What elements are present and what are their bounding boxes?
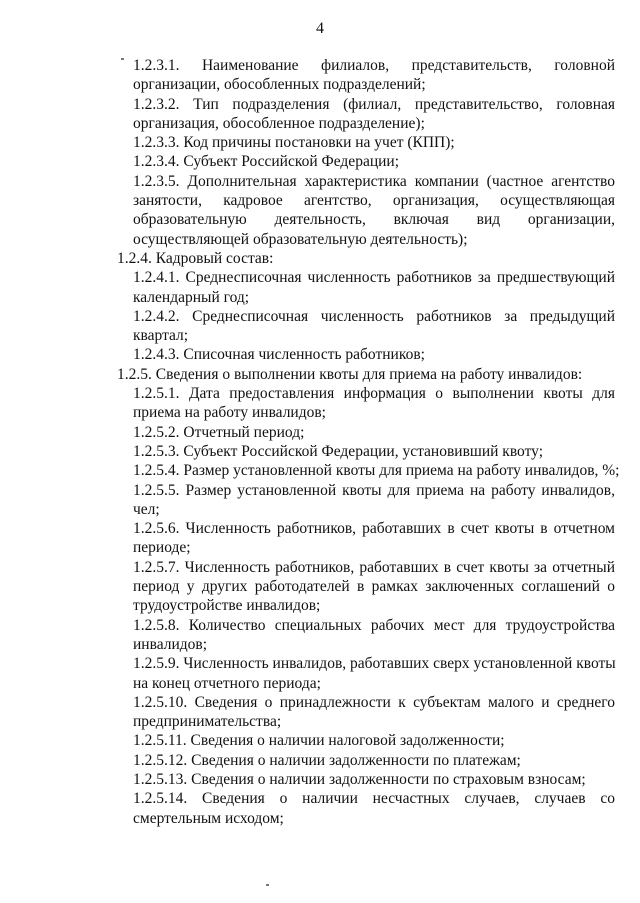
item-line: квартал; bbox=[133, 327, 189, 345]
item-line: 1.2.4.3. Списочная численность работников; bbox=[133, 346, 425, 364]
section-line: 1.2.5. Сведения о выполнении квоты для приема на работу инвалидов: bbox=[117, 365, 583, 383]
item-line: 1.2.3.5. Дополнительная характеристика компании (частное агентство bbox=[133, 172, 615, 190]
item-line: 1.2.4.1. Среднесписочная численность работников за предшествующий bbox=[133, 269, 615, 287]
item-line: календарный год; bbox=[133, 288, 250, 306]
item-line: период у других работодателей в рамках заключенных соглашений о bbox=[133, 578, 615, 596]
item-line: 1.2.4.2. Среднесписочная численность работников за предыдущий bbox=[133, 307, 615, 325]
item-line: приема на работу инвалидов; bbox=[133, 404, 326, 422]
item-line: 1.2.5.2. Отчетный период; bbox=[133, 423, 305, 441]
item-line: инвалидов; bbox=[133, 635, 208, 653]
item-line: занятости, кадровое агентство, организация, осуществляющая bbox=[133, 192, 615, 210]
item-line: на конец отчетного периода; bbox=[133, 674, 321, 692]
item-line: чел; bbox=[133, 500, 160, 518]
item-line: периоде; bbox=[133, 539, 191, 557]
item-line: 1.2.5.9. Численность инвалидов, работавших сверх установленной квоты bbox=[133, 655, 616, 673]
item-line: образовательную деятельность, включая вид организации, bbox=[133, 211, 615, 229]
item-line: 1.2.5.11. Сведения о наличии налоговой задолженности; bbox=[133, 732, 505, 750]
item-line: осуществляющей образовательную деятельность); bbox=[133, 230, 468, 248]
item-line: 1.2.3.2. Тип подразделения (филиал, представительство, головная bbox=[133, 95, 615, 113]
item-line: трудоустройстве инвалидов; bbox=[133, 597, 321, 615]
item-line: 1.2.5.4. Размер установленной квоты для приема на работу инвалидов, %; bbox=[133, 462, 620, 480]
item-line: 1.2.5.8. Количество специальных рабочих мест для трудоустройства bbox=[133, 616, 615, 634]
section-line: 1.2.4. Кадровый состав: bbox=[117, 249, 274, 267]
item-line: 1.2.5.7. Численность работников, работавших в счет квоты за отчетный bbox=[133, 558, 615, 576]
document-body bbox=[0, 56, 640, 828]
item-line: 1.2.5.14. Сведения о наличии несчастных случаев, случаев со bbox=[133, 790, 615, 808]
item-line: 1.2.3.3. Код причины постановки на учет (КПП); bbox=[133, 134, 455, 152]
item-line: смертельным исходом; bbox=[133, 809, 284, 827]
item-line: 1.2.5.6. Численность работников, работавших в счет квоты в отчетном bbox=[133, 520, 615, 538]
item-line: 1.2.3.1. Наименование филиалов, представительств, головной bbox=[133, 57, 615, 74]
page-number: 4 bbox=[316, 20, 324, 37]
item-line: 1.2.5.12. Сведения о наличии задолженности по платежам; bbox=[133, 751, 521, 769]
item-line: организации, обособленных подразделений; bbox=[133, 76, 426, 94]
item-line: 1.2.5.13. Сведения о наличии задолженности по страховым взносам; bbox=[133, 770, 586, 788]
scan-mark bbox=[266, 884, 269, 886]
item-line: 1.2.5.3. Субъект Российской Федерации, установивший квоту; bbox=[133, 442, 544, 460]
item-line: 1.2.5.5. Размер установленной квоты для приема на работу инвалидов, bbox=[133, 481, 615, 499]
scan-mark bbox=[121, 58, 124, 60]
item-line: предпринимательства; bbox=[133, 713, 282, 731]
item-line: 1.2.5.10. Сведения о принадлежности к субъектам малого и среднего bbox=[133, 693, 615, 711]
item-line: 1.2.5.1. Дата предоставления информация о выполнении квоты для bbox=[133, 385, 615, 403]
item-line: 1.2.3.4. Субъект Российской Федерации; bbox=[133, 153, 400, 171]
item-line: организация, обособленное подразделение); bbox=[133, 114, 425, 132]
